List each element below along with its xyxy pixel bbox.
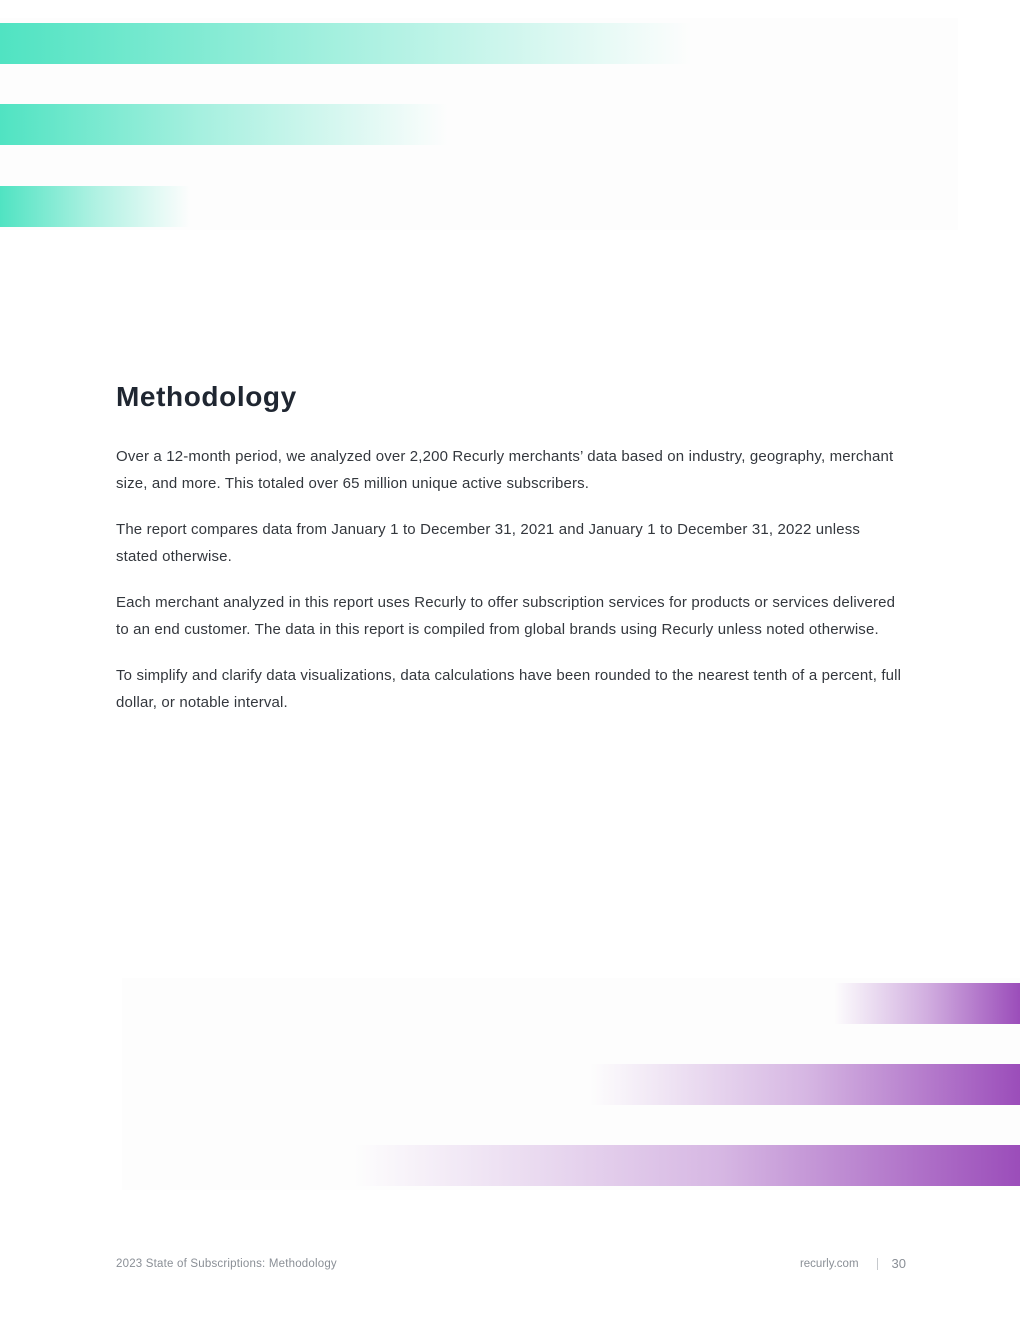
page-title: Methodology (116, 381, 297, 412)
footer-divider (877, 1258, 878, 1270)
footer-site-link[interactable]: recurly.com (799, 1257, 859, 1270)
paragraph-scope: Over a 12-month period, we analyzed over 2,200 Recurly merchants’ data based on industry, geography, merchant size, and more. This totaled over 65 million unique active subscribers. (116, 448, 894, 492)
decorative-purple-bar-1 (834, 983, 1020, 1024)
paragraph-merchants: Each merchant analyzed in this report uses Recurly to offer subscription services for products or services delivered to an end customer. The data in this report is compiled from global brands using Recurly unless noted otherwise. (116, 594, 896, 638)
decorative-teal-bar-1 (0, 23, 692, 64)
paragraph-rounding: To simplify and clarify data visualizations, data calculations have been rounded to the nearest tenth of a percent, full dollar, or notable interval. (116, 667, 902, 711)
decorative-teal-bar-2 (0, 104, 448, 145)
footer-report-name: 2023 State of Subscriptions: Methodology (116, 1258, 337, 1270)
footer-right (800, 1256, 906, 1271)
decorative-purple-bar-2 (590, 1064, 1020, 1105)
decorative-teal-bar-3 (0, 186, 190, 227)
decorative-purple-bar-3 (354, 1145, 1020, 1186)
methodology-section (116, 378, 906, 736)
paragraph-date-range: The report compares data from January 1 to December 31, 2021 and January 1 to December 31, 2022 unless stated otherwise. (116, 521, 861, 565)
page-number: 30 (891, 1256, 906, 1271)
